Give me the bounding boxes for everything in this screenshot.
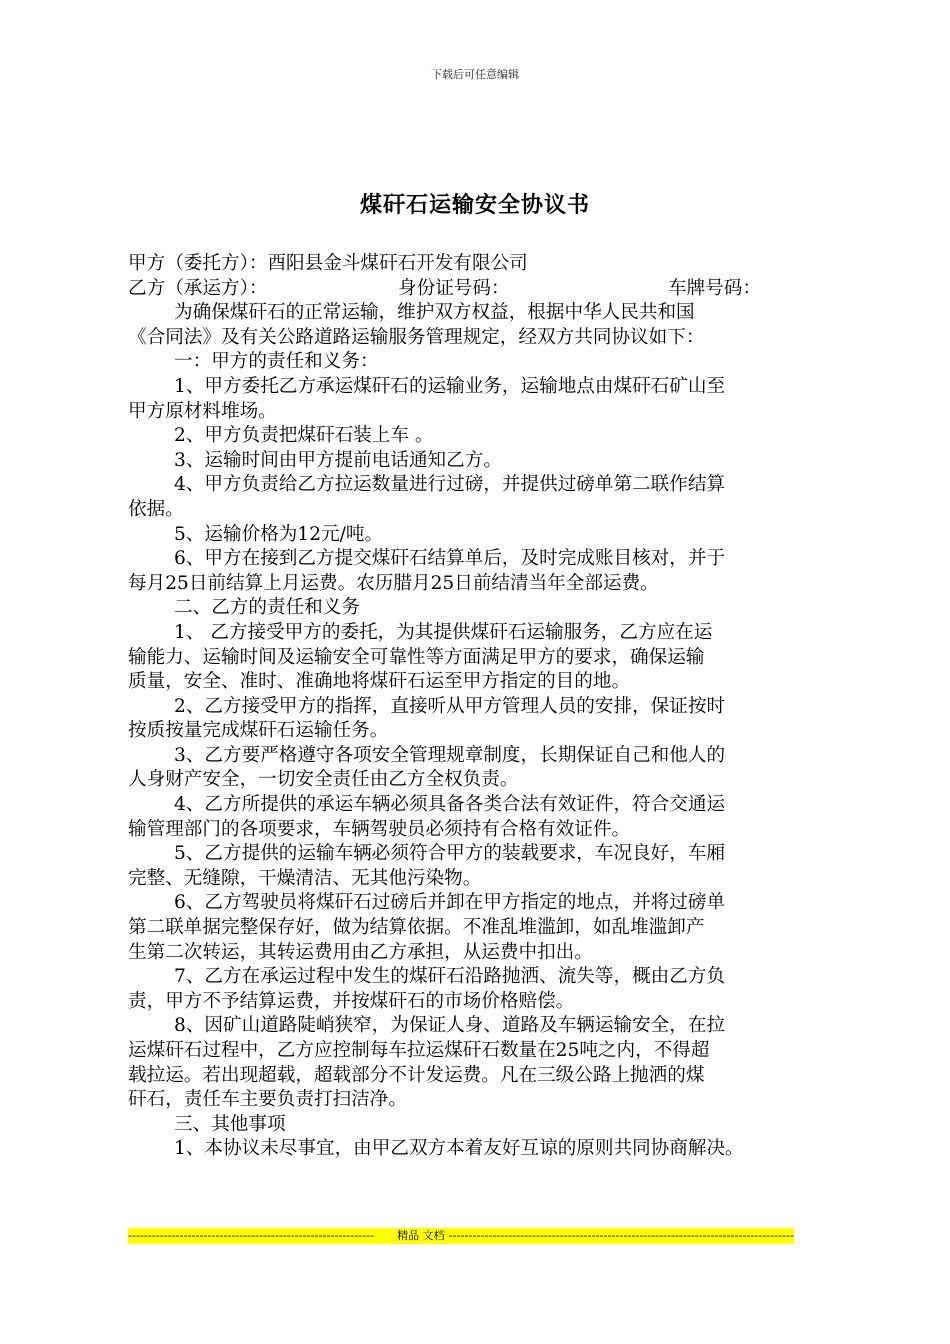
section-heading: 一：甲方的责任和义务： (174, 351, 379, 373)
section-heading: 三、其他事项 (174, 1113, 286, 1135)
plate-number-label: 车牌号码： (668, 277, 761, 299)
paragraph-line: 5、乙方提供的运输车辆必须符合甲方的装载要求，车况良好，车厢 (174, 843, 726, 865)
paragraph-line: 7、乙方在承运过程中发生的煤矸石沿路抛洒、流失等，概由乙方负 (174, 966, 726, 988)
paragraph-line: 生第二次转运，其转运费用由乙方承担，从运费中扣出。 (128, 941, 593, 963)
paragraph-line: 2、乙方接受甲方的指挥，直接听从甲方管理人员的安排，保证按时 (174, 695, 726, 717)
paragraph-line: 4、甲方负责给乙方拉运数量进行过磅，并提供过磅单第二联作结算 (174, 474, 726, 496)
footer-dashes-right: --------------------------------------------------------------------------------------- (448, 1229, 794, 1242)
paragraph-line: 人身财产安全，一切安全责任由乙方全权负责。 (128, 769, 519, 791)
paragraph-line: 1、 乙方接受甲方的委托，为其提供煤矸石运输服务，乙方应在运 (174, 621, 713, 643)
paragraph-line: 6、甲方在接到乙方提交煤矸石结算单后，及时完成账目核对，并于 (174, 548, 726, 570)
paragraph-line: 质量，安全、准时、准确地将煤矸石运至甲方指定的目的地。 (128, 671, 631, 693)
page-header: 下载后可任意编辑 (431, 68, 519, 81)
paragraph-line: 2、甲方负责把煤矸石装上车 。 (174, 425, 434, 447)
document-title: 煤矸石运输安全协议书 (359, 193, 590, 218)
id-number-label: 身份证号码： (398, 277, 510, 299)
page-footer (128, 1228, 794, 1244)
footer-label: 精品 文档 (397, 1229, 445, 1242)
paragraph-line: 3、乙方要严格遵守各项安全管理规章制度，长期保证自己和他人的 (174, 744, 726, 766)
paragraph-line: 第二联单据完整保存好，做为结算依据。不准乱堆滥卸，如乱堆滥卸产 (128, 917, 705, 939)
paragraph-line: 8、因矿山道路陡峭狭窄，为保证人身、道路及车辆运输安全，在拉 (174, 1015, 726, 1037)
paragraph-line: 6、乙方驾驶员将煤矸石过磅后并卸在甲方指定的地点，并将过磅单 (174, 892, 726, 914)
section-heading: 二、乙方的责任和义务 (174, 597, 360, 619)
paragraph-line: 输能力、运输时间及运输安全可靠性等方面满足甲方的要求，确保运输 (128, 646, 705, 668)
party-b-label: 乙方（承运方）： (128, 277, 268, 299)
paragraph-line: 1、本协议未尽事宜，由甲乙双方本着友好互谅的原则共同协商解决。 (174, 1138, 744, 1160)
paragraph-line: 4、乙方所提供的承运车辆必须具备各类合法有效证件，符合交通运 (174, 794, 726, 816)
paragraph-line: 输管理部门的各项要求，车辆驾驶员必须持有合格有效证件。 (128, 818, 631, 840)
paragraph-line: 1、甲方委托乙方承运煤矸石的运输业务，运输地点由煤矸石矿山至 (174, 375, 726, 397)
paragraph-line: 甲方原材料堆场。 (128, 400, 277, 422)
document-body (128, 252, 834, 1162)
paragraph-line: 载拉运。若出现超载，超载部分不计发运费。凡在三级公路上抛洒的煤 (128, 1064, 705, 1086)
party-b-line (128, 277, 834, 302)
paragraph-line: 矸石，责任车主要负责打扫洁净。 (128, 1089, 407, 1111)
paragraph-line: 为确保煤矸石的正常运输，维护双方权益，根据中华人民共和国 (174, 302, 695, 324)
paragraph-line: 完整、无缝隙，干燥清洁、无其他污染物。 (128, 867, 482, 889)
paragraph-line: 依据。 (128, 498, 184, 520)
paragraph-line: 5、运输价格为12元/吨。 (174, 523, 384, 545)
paragraph-line: 运煤矸石过程中，乙方应控制每车拉运煤矸石数量在25吨之内，不得超 (128, 1040, 710, 1061)
paragraph-line: 《合同法》及有关公路道路运输服务管理规定，经双方共同协议如下： (128, 326, 705, 348)
paragraph-line: 每月25日前结算上月运费。农历腊月25日前结清当年全部运费。 (128, 572, 659, 594)
party-a-line: 甲方（委托方）：酉阳县金斗煤矸石开发有限公司 (128, 253, 528, 274)
paragraph-line: 责，甲方不予结算运费，并按煤矸石的市场价格赔偿。 (128, 990, 575, 1012)
paragraph-line: 按质按量完成煤矸石运输任务。 (128, 720, 389, 742)
paragraph-line: 3、运输时间由甲方提前电话通知乙方。 (174, 449, 502, 471)
footer-dashes-left: -------------------------------------------------------------- (128, 1229, 375, 1242)
